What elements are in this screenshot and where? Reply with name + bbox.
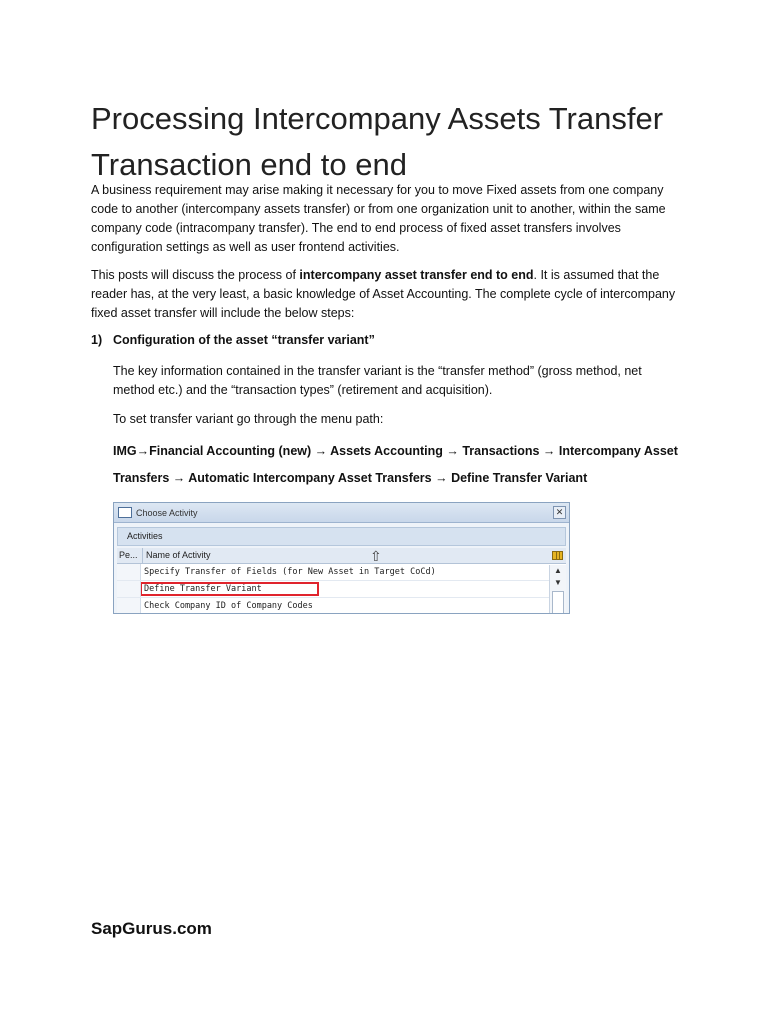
overview-text-start: This posts will discuss the process of	[91, 268, 300, 282]
table-settings-icon	[552, 551, 563, 560]
scroll-up-icon[interactable]: ▲	[554, 566, 562, 575]
intro-paragraph: A business requirement may arise making it necessary for you to move Fixed assets from one company code to another (intercompany assets transfer) or from one organization unit to another, within the same company code (intracompany transfer). The end to end process of fixed asset transfers involves configuration settings as well as user frontend activities.	[91, 183, 666, 254]
activities-section-header: Activities	[117, 527, 566, 546]
table-settings-button[interactable]	[548, 548, 566, 563]
sap-choose-activity-dialog	[113, 502, 570, 614]
scroll-thumb[interactable]	[552, 591, 564, 614]
step-1-heading	[91, 333, 375, 347]
step-1-description: The key information contained in the transfer variant is the “transfer method” (gross method, net method etc.) and the “transaction types” (retirement and acquisition).	[113, 364, 642, 397]
row-activity-name	[141, 564, 566, 580]
footer-brand[interactable]: SapGurus.com	[91, 919, 212, 938]
table-row-highlighted[interactable]	[117, 581, 566, 598]
close-icon[interactable]: ✕	[553, 506, 566, 519]
table-row[interactable]	[117, 564, 566, 581]
activity-name-text: Define Transfer Variant	[142, 584, 317, 594]
dialog-title: Choose Activity	[136, 507, 198, 518]
column-header-name[interactable]: Name of Activity	[146, 550, 211, 560]
overview-bold-text: intercompany asset transfer end to end	[299, 268, 534, 282]
dialog-titlebar	[114, 503, 569, 523]
row-activity-name	[141, 598, 566, 614]
mouse-cursor-icon: ⇧	[370, 548, 382, 564]
activity-table	[117, 548, 566, 614]
table-header	[117, 548, 566, 564]
step-number: 1)	[91, 333, 103, 347]
activity-name-text: Check Company ID of Company Codes	[144, 601, 313, 611]
row-pe-cell	[117, 598, 141, 614]
menu-path: IMG→Financial Accounting (new) → Assets Accounting → Transactions → Intercompany Asset Transfers → Automatic Intercompany Asset Transfers → Define Transfer Variant	[113, 444, 678, 485]
row-activity-name	[141, 581, 566, 597]
overview-text-end: . It is assumed that the reader has, at the very least, a basic knowledge of Asset Accounting. The complete cycle of intercompany fixed asset transfer will include the below steps:	[91, 268, 676, 320]
row-pe-cell	[117, 564, 141, 580]
page-title: Processing Intercompany Assets Transfer Transaction end to end	[91, 101, 664, 182]
row-pe-cell	[117, 581, 141, 597]
table-row[interactable]	[117, 598, 566, 614]
overview-paragraph	[91, 266, 681, 323]
column-header-pe[interactable]: Pe...	[117, 548, 143, 563]
scroll-down-icon[interactable]: ▼	[554, 578, 562, 587]
menu-path-intro: To set transfer variant go through the menu path:	[113, 412, 384, 426]
activity-name-text: Specify Transfer of Fields (for New Asset in Target CoCd)	[144, 567, 436, 577]
vertical-scrollbar[interactable]	[549, 565, 566, 613]
step-heading-text: Configuration of the asset “transfer variant”	[113, 333, 375, 347]
window-icon	[118, 507, 132, 518]
